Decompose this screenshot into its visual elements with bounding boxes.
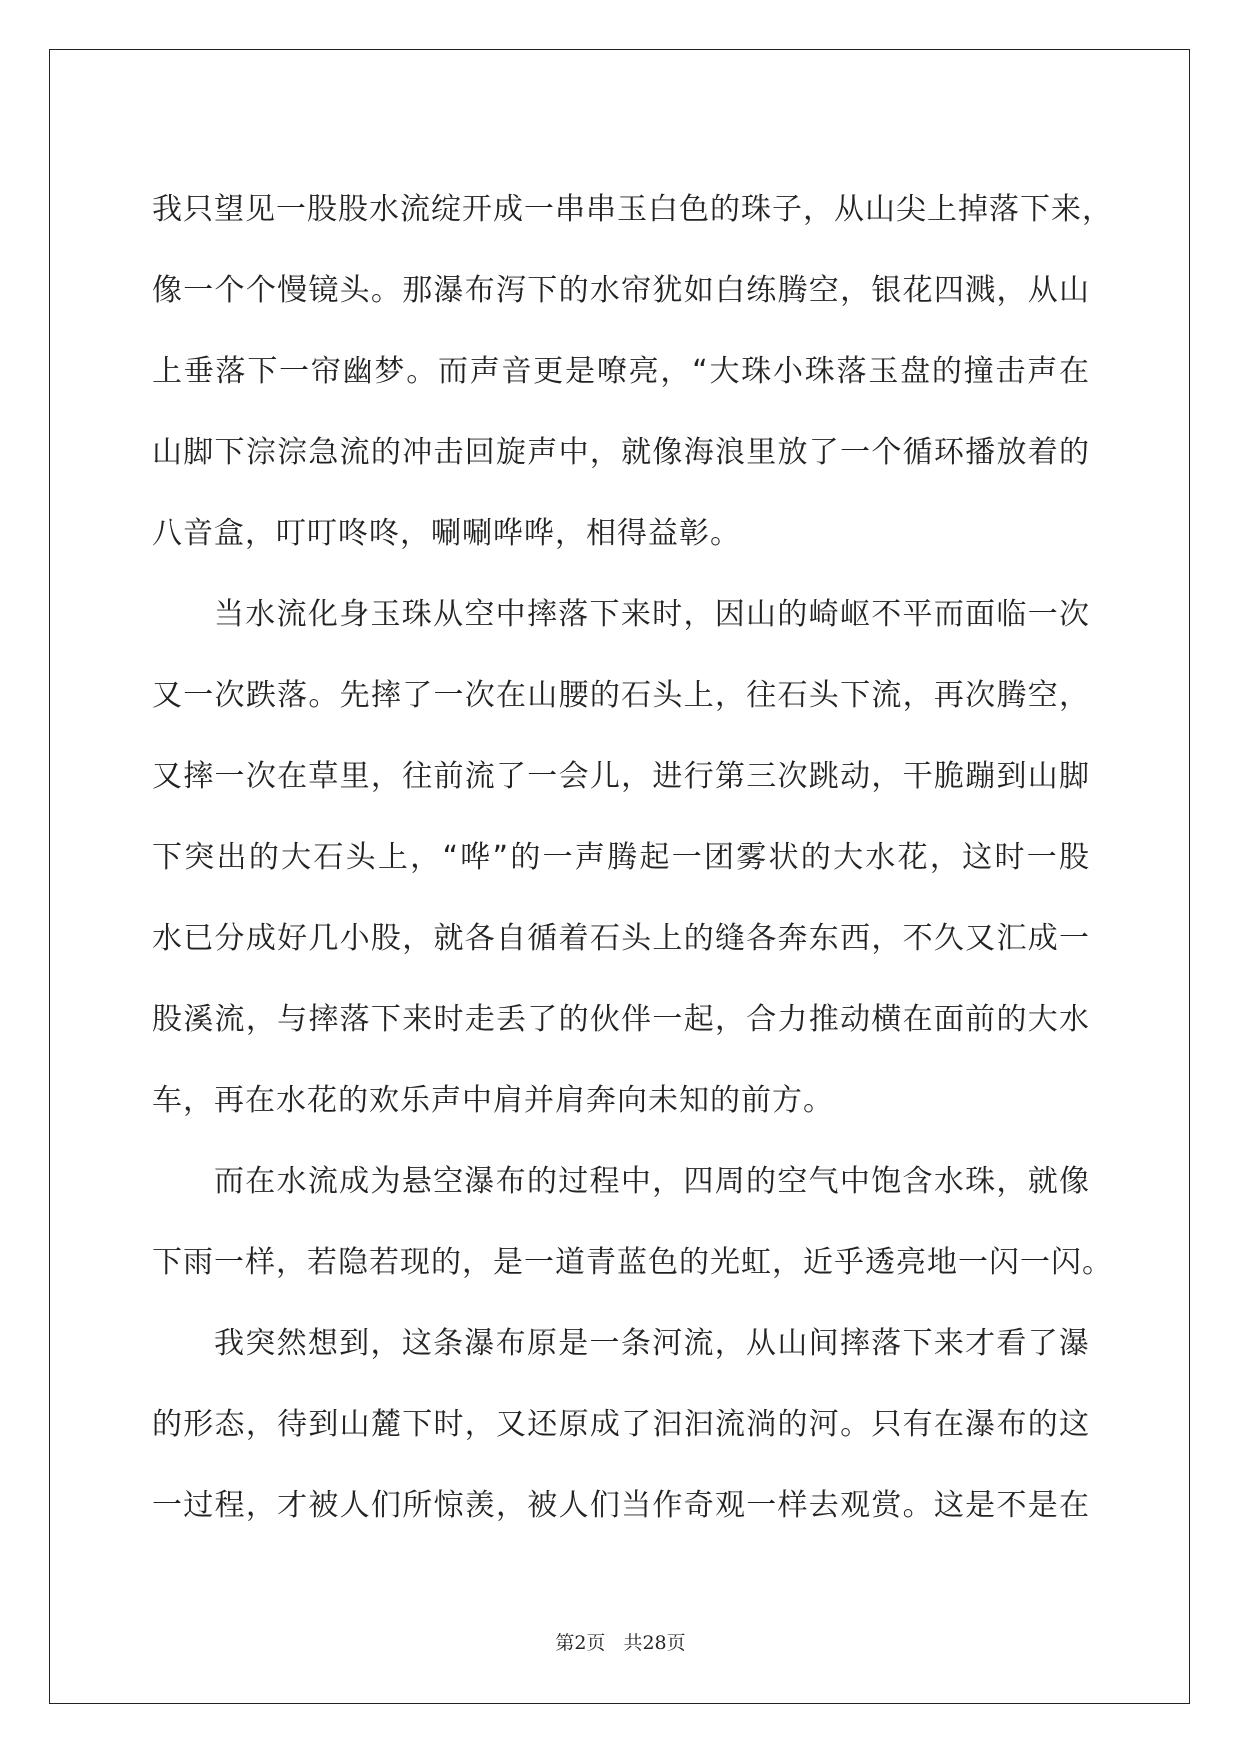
text-line: 八音盒，叮叮咚咚，唰唰哗哗，相得益彰。 xyxy=(152,516,741,551)
page-number: 第2页 xyxy=(555,1632,606,1654)
paragraph-start-line: 我突然想到，这条瀑布原是一条河流，从山间摔落下来才看了瀑 xyxy=(214,1326,1090,1361)
text-line: 车，再在水花的欢乐声中肩并肩奔向未知的前方。 xyxy=(152,1083,834,1118)
text-line: 水已分成好几小股，就各自循着石头上的缝各奔东西，不久又汇成一 xyxy=(152,921,1090,956)
text-line: 又一次跌落。先摔了一次在山腰的石头上，往石头下流，再次腾空， xyxy=(152,678,1090,713)
text-line: 山脚下淙淙急流的冲击回旋声中，就像海浪里放了一个循环播放着的 xyxy=(152,435,1090,470)
text-line: 股溪流，与摔落下来时走丢了的伙伴一起，合力推动横在面前的大水 xyxy=(152,1002,1090,1037)
text-line: 一过程，才被人们所惊羡，被人们当作奇观一样去观赏。这是不是在 xyxy=(152,1488,1090,1523)
text-line: 下突出的大石头上，“哗”的一声腾起一团雾状的大水花，这时一股 xyxy=(152,840,1090,875)
text-line: 我只望见一股股水流绽开成一串串玉白色的珠子，从山尖上掉落下来， xyxy=(152,192,1113,227)
paragraph-start-line: 而在水流成为悬空瀑布的过程中，四周的空气中饱含水珠，就像 xyxy=(214,1164,1090,1199)
text-line: 上垂落下一帘幽梦。而声音更是嘹亮，“大珠小珠落玉盘的撞击声在 xyxy=(152,354,1090,389)
paragraph-start-line: 当水流化身玉珠从空中摔落下来时，因山的崎岖不平而面临一次 xyxy=(214,597,1090,632)
text-line: 又摔一次在草里，往前流了一会儿，进行第三次跳动，干脆蹦到山脚 xyxy=(152,759,1090,794)
text-line: 下雨一样，若隐若现的，是一道青蓝色的光虹，近乎透亮地一闪一闪。 xyxy=(152,1245,1113,1280)
body-text xyxy=(152,169,1113,1546)
page-footer xyxy=(0,1628,1241,1655)
text-line: 的形态，待到山麓下时，又还原成了汩汩流淌的河。只有在瀑布的这 xyxy=(152,1407,1090,1442)
page-total: 共28页 xyxy=(623,1632,686,1654)
text-line: 像一个个慢镜头。那瀑布泻下的水帘犹如白练腾空，银花四溅，从山 xyxy=(152,273,1090,308)
